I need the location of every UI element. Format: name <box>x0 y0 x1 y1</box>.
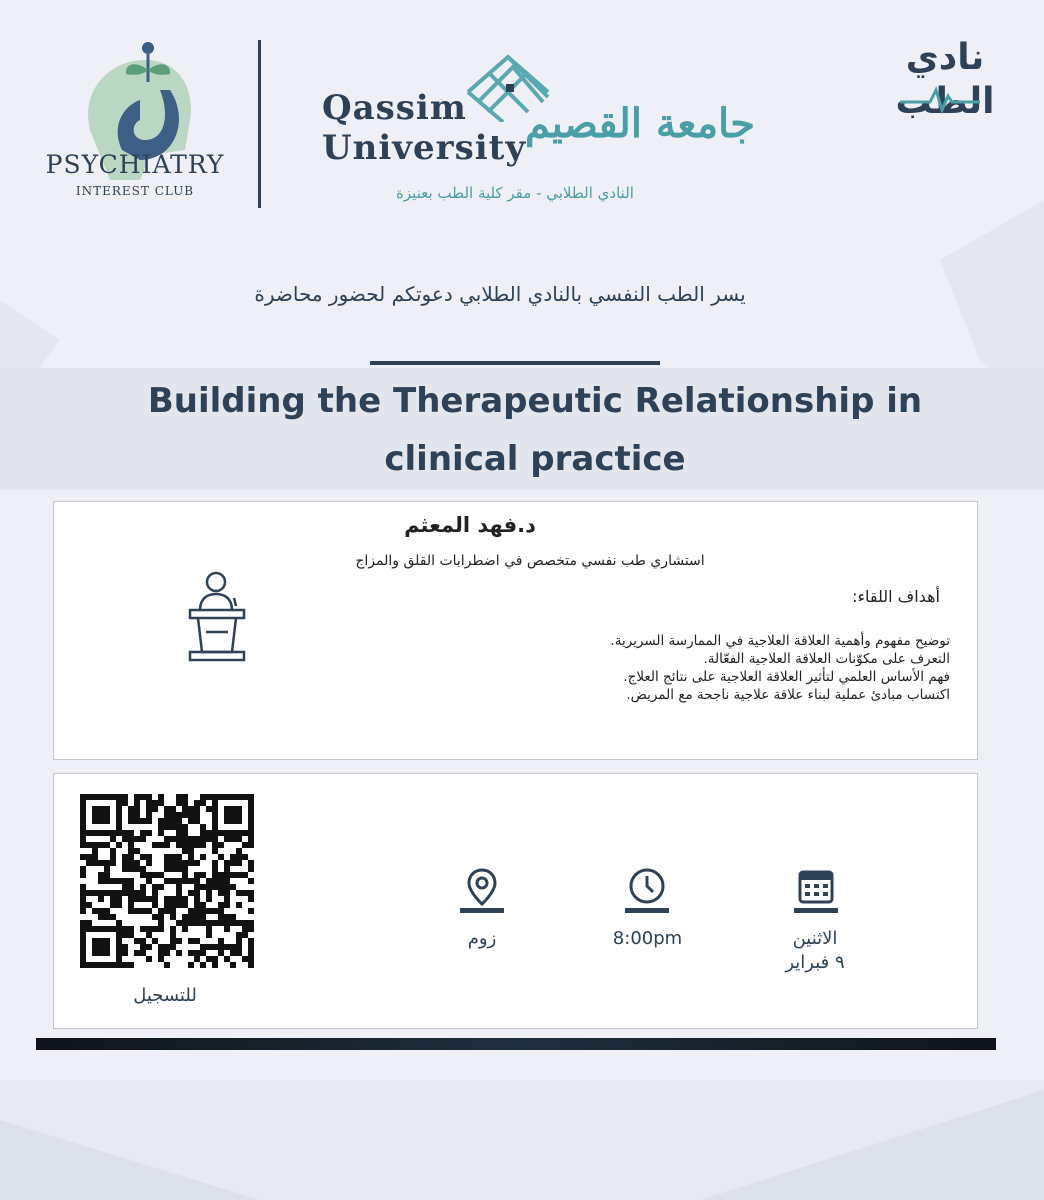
goal-item: فهم الأساس العلمي لتأثير العلاقة العلاجية على نتائج العلاج. <box>623 669 950 685</box>
goal-item: التعرف على مكوّنات العلاقة العلاجية الفعّالة. <box>703 651 950 667</box>
speaker-role: استشاري طب نفسي متخصص في اضطرابات القلق والمزاج <box>355 553 705 569</box>
footer-bar <box>36 1038 996 1050</box>
invitation-text: يسر الطب النفسي بالنادي الطلابي دعوتكم لحضور محاضرة <box>254 282 746 306</box>
time-text: 8:00pm <box>612 928 683 949</box>
lecture-title-line2: clinical practice <box>384 439 686 479</box>
location-pin-icon <box>452 866 512 916</box>
lecture-title <box>80 372 990 488</box>
header-divider <box>258 40 261 208</box>
date-value: ٩ فبراير <box>785 952 845 973</box>
clock-icon <box>617 866 677 916</box>
university-tagline: النادي الطلابي - مقر كلية الطب بعنيزة <box>396 184 634 202</box>
club-subtitle: INTEREST CLUB <box>75 184 195 198</box>
goals-list <box>440 632 950 704</box>
heartbeat-icon <box>880 84 1010 114</box>
registration-qr-code[interactable] <box>72 786 262 976</box>
club-name: PSYCHIATRY <box>45 150 225 179</box>
goal-item: اكتساب مبادئ عملية لبناء علاقة علاجية ناجحة مع المريض. <box>626 687 950 703</box>
medical-club-logo-text: نادي الطب <box>895 37 995 122</box>
title-accent-bar <box>370 361 660 365</box>
register-label: للتسجيل <box>133 985 197 1006</box>
speaker-name: د.فهد المعثم <box>404 513 536 537</box>
goal-item: توضيح مفهوم وأهمية العلاقة العلاجية في الممارسة السريرية. <box>610 633 950 649</box>
lecturer-podium-icon <box>186 570 250 662</box>
psychiatry-club-logo <box>30 30 240 210</box>
location-text: زوم <box>467 928 497 949</box>
date-text <box>760 927 870 975</box>
calendar-icon <box>786 866 846 916</box>
goals-title: أهداف اللقاء: <box>852 587 940 606</box>
day-text: الاثنين <box>792 928 838 949</box>
university-name-arabic: جامعة القصيم <box>525 100 755 147</box>
university-name-line2: University <box>322 128 527 168</box>
lecture-title-line1: Building the Therapeutic Relationship in <box>147 381 923 421</box>
university-name-line1: Qassim <box>322 88 467 128</box>
